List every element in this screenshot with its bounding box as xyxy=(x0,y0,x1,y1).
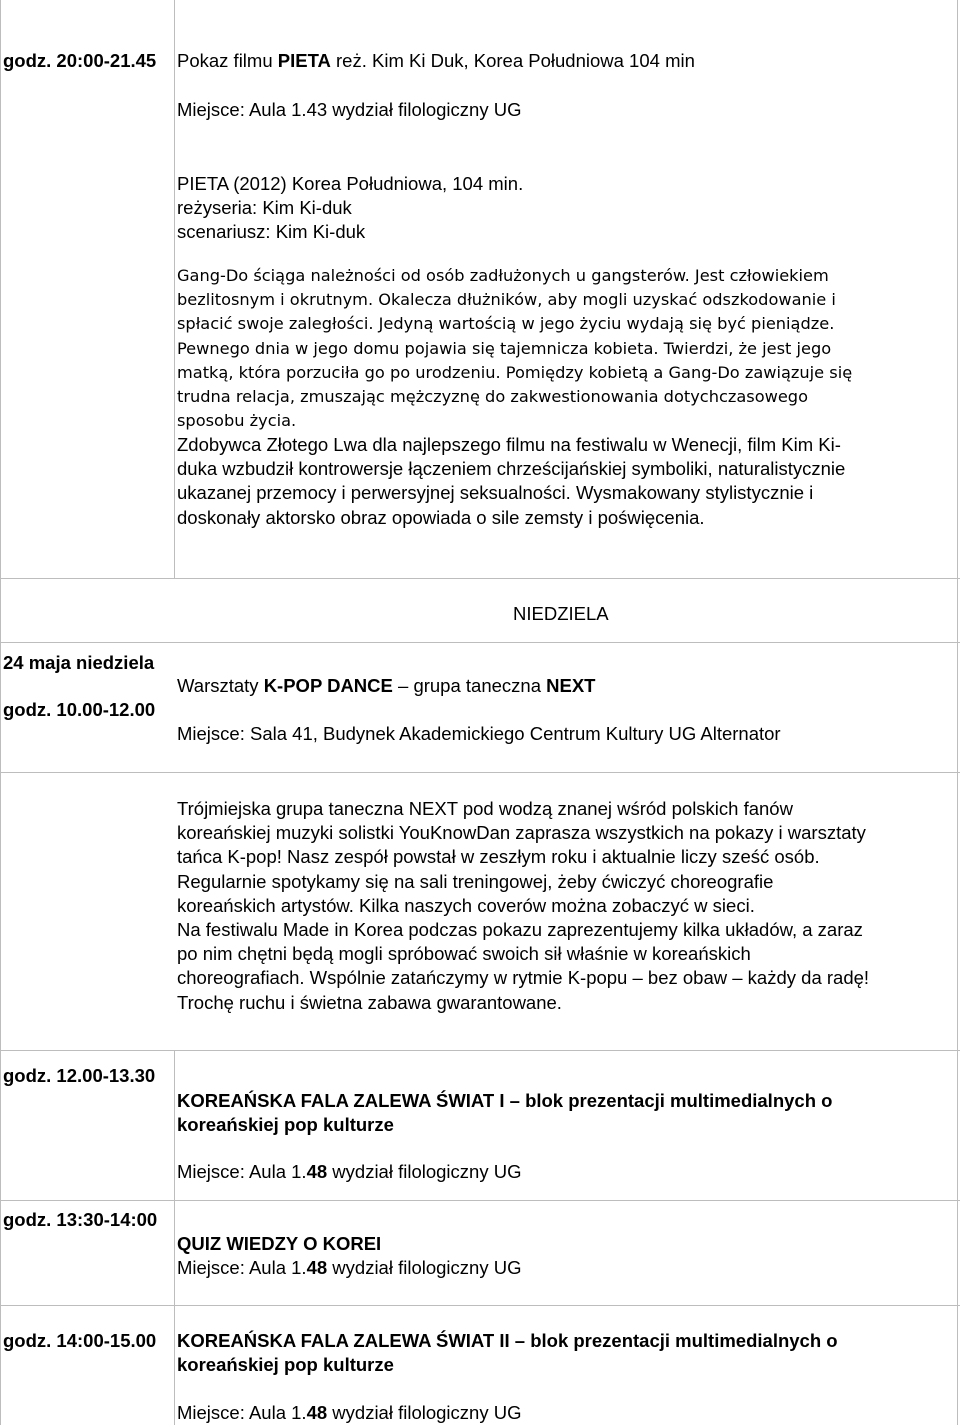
row-divider xyxy=(0,1305,960,1306)
award-line: Zdobywca Złotego Lwa dla najlepszego filmu na festiwalu w Wenecji, film Kim Ki- xyxy=(177,434,841,455)
event-title-prefix: Pokaz filmu xyxy=(177,50,278,71)
place-suffix: wydział filologiczny UG xyxy=(327,1257,522,1278)
table-border-right xyxy=(957,0,958,1425)
room-number: 48 xyxy=(306,1257,328,1278)
description-line: trudna relacja, zmuszając mężczyznę do zakwestionowania dotychczasowego xyxy=(177,387,808,407)
day-heading: NIEDZIELA xyxy=(513,603,609,624)
description-line: koreańskich artystów. Kilka naszych coverów można zobaczyć w sieci. xyxy=(177,894,755,916)
event-place xyxy=(177,1160,521,1184)
table-border-left xyxy=(0,0,1,1425)
place-suffix: wydział filologiczny UG xyxy=(327,1161,522,1182)
event-place: Miejsce: Aula 1.43 wydział filologiczny UG xyxy=(177,99,522,120)
event-place: Miejsce: Sala 41, Budynek Akademickiego Centrum Kultury UG Alternator xyxy=(177,723,781,744)
description-line: bezlitosnym i okrutnym. Okalecza dłużników, aby mogli uzyskać odszkodowanie i xyxy=(177,290,836,310)
row-divider xyxy=(0,642,960,643)
award-line: doskonały aktorsko obraz opowiada o sile zemsty i poświęcenia. xyxy=(177,506,705,528)
event-time: godz. 12.00-13.30 xyxy=(3,1065,156,1086)
event-title-line: KOREAŃSKA FALA ZALEWA ŚWIAT I – blok prezentacji multimedialnych o xyxy=(177,1090,833,1111)
event-time: godz. 14:00-15.00 xyxy=(3,1330,157,1351)
description-line: matką, która porzuciła go po urodzeniu. Pomiędzy kobietą a Gang-Do zawiązuje się xyxy=(177,362,853,382)
description-line: Gang-Do ściąga należności od osób zadłużonych u gangsterów. Jest człowiekiem xyxy=(177,266,829,285)
film-description xyxy=(177,264,937,433)
table-column-divider xyxy=(174,0,175,578)
film-info-line: reżyseria: Kim Ki-duk xyxy=(177,197,352,219)
event-title-line: KOREAŃSKA FALA ZALEWA ŚWIAT II – blok prezentacji multimedialnych o xyxy=(177,1330,838,1351)
workshop-name: K-POP DANCE xyxy=(263,675,393,696)
place-prefix: Miejsce: Aula 1. xyxy=(177,1257,307,1278)
film-info xyxy=(177,172,937,245)
room-number: 48 xyxy=(306,1402,328,1423)
description-line: Pewnego dnia w jego domu pojawia się tajemnicza kobieta. Twierdzi, że jest jego xyxy=(177,338,832,358)
place-prefix: Miejsce: Aula 1. xyxy=(177,1161,307,1182)
place-suffix: wydział filologiczny UG xyxy=(327,1402,522,1423)
workshop-description xyxy=(177,797,937,1015)
room-number: 48 xyxy=(306,1161,328,1182)
event-title-middle: – grupa taneczna xyxy=(392,675,547,696)
film-award-text xyxy=(177,433,937,530)
film-title: PIETA xyxy=(277,50,331,71)
event-place xyxy=(177,1256,521,1280)
row-divider xyxy=(0,772,960,773)
description-line: Trochę ruchu i świetna zabawa gwarantowane. xyxy=(177,991,562,1013)
event-title xyxy=(177,49,695,73)
place-prefix: Miejsce: Aula 1. xyxy=(177,1402,307,1423)
event-title-line: koreańskiej pop kulturze xyxy=(177,1114,394,1135)
film-info-line: PIETA (2012) Korea Południowa, 104 min. xyxy=(177,173,524,194)
event-time: godz. 20:00-21.45 xyxy=(3,50,157,71)
description-line: Na festiwalu Made in Korea podczas pokazu zaprezentujemy kilka układów, a zaraz xyxy=(177,919,863,941)
event-date: 24 maja niedziela xyxy=(3,652,155,673)
description-line: Regularnie spotykamy się na sali treningowej, żeby ćwiczyć choreografie xyxy=(177,870,774,892)
award-line: duka wzbudził kontrowersje łączeniem chrześcijańskiej symboliki, naturalistycznie xyxy=(177,458,846,480)
event-place xyxy=(177,1401,521,1425)
description-line: po nim chętni będą mogli spróbować swoich sił właśnie w koreańskich xyxy=(177,943,751,965)
row-divider xyxy=(0,578,960,579)
event-title xyxy=(177,674,595,698)
event-title-suffix: reż. Kim Ki Duk, Korea Południowa 104 min xyxy=(330,50,695,71)
film-info-line: scenariusz: Kim Ki-duk xyxy=(177,221,366,243)
description-line: koreańskiej muzyki solistki YouKnowDan zaprasza wszystkich na pokazy i warsztaty xyxy=(177,822,866,844)
event-title: QUIZ WIEDZY O KOREI xyxy=(177,1233,382,1254)
group-name: NEXT xyxy=(546,675,596,696)
description-line: choreografiach. Wspólnie zatańczymy w rytmie K-popu – bez obaw – każdy da radę! xyxy=(177,967,870,989)
award-line: ukazanej przemocy i perwersyjnej seksualności. Wysmakowany stylistycznie i xyxy=(177,482,814,504)
row-divider xyxy=(0,1050,960,1051)
description-line: sposobu życia. xyxy=(177,411,297,431)
event-time: godz. 13:30-14:00 xyxy=(3,1209,158,1230)
event-title-line: koreańskiej pop kulturze xyxy=(177,1354,394,1375)
description-line: spłacić swoje zaległości. Jedyną wartością w jego życiu wydają się być pieniądze. xyxy=(177,314,835,334)
description-line: tańca K-pop! Nasz zespół powstał w zeszłym roku i aktualnie liczy sześć osób. xyxy=(177,846,820,868)
table-column-divider xyxy=(174,1050,175,1425)
event-title-prefix: Warsztaty xyxy=(177,675,264,696)
event-time: godz. 10.00-12.00 xyxy=(3,699,156,720)
description-line: Trójmiejska grupa taneczna NEXT pod wodzą znanej wśród polskich fanów xyxy=(177,798,793,819)
row-divider xyxy=(0,1200,960,1201)
